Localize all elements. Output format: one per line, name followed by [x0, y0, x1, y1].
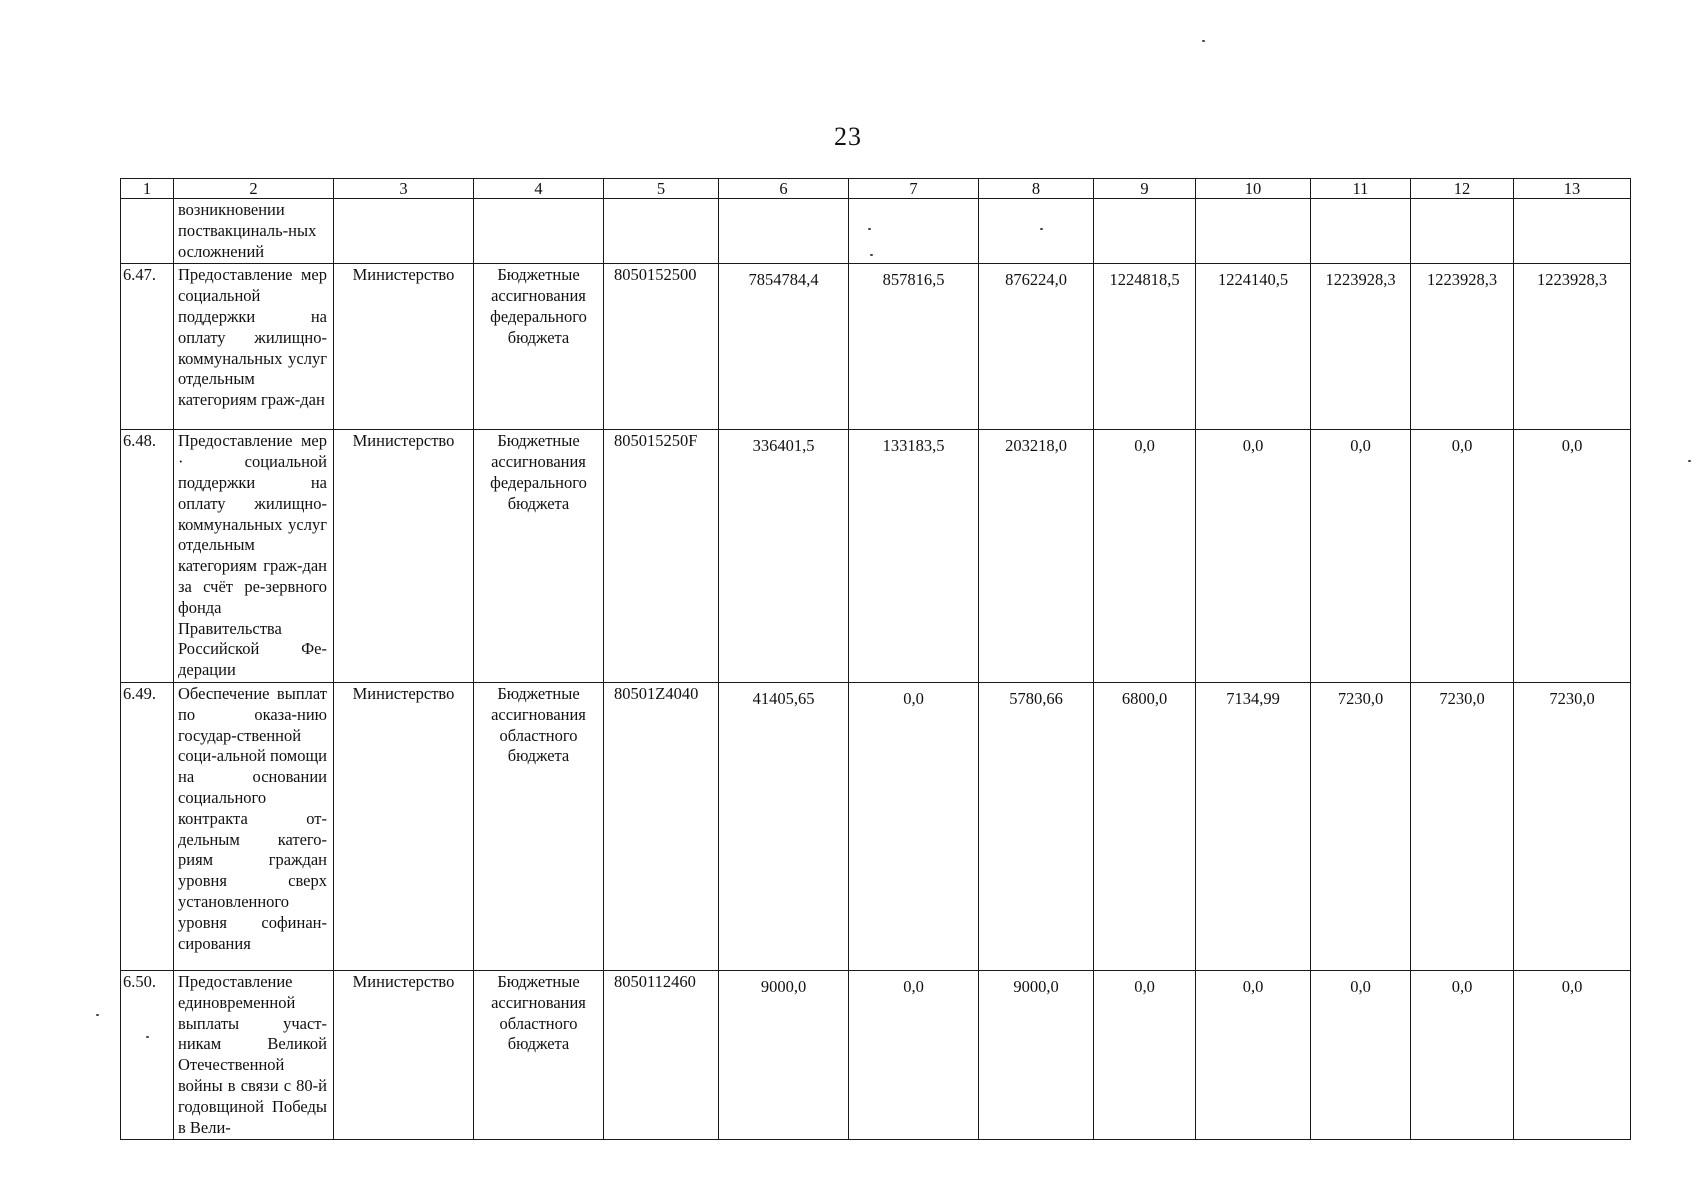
- value-cell: 0,0: [1094, 430, 1196, 683]
- scan-speck: [1688, 460, 1691, 462]
- column-header: 9: [1094, 179, 1196, 199]
- value-cell: 9000,0: [719, 970, 849, 1139]
- measure-name: Предоставление мер · социальной поддержки на оплату жилищно-коммунальных услуг отдельным категориям граж-дан за счёт ре-зервного фонда Правительства Российской Фе-дерации: [174, 430, 334, 683]
- value-cell: 7854784,4: [719, 264, 849, 430]
- funding-source: Бюджетные ассигнования областного бюджета: [474, 682, 604, 970]
- value-cell: 336401,5: [719, 430, 849, 683]
- value-cell: 1223928,3: [1514, 264, 1631, 430]
- row-number: 6.48.: [121, 430, 174, 683]
- column-header: 7: [849, 179, 979, 199]
- value-cell: 0,0: [1196, 430, 1311, 683]
- budget-code: 8050112460: [604, 970, 719, 1139]
- budget-code: 80501Z4040: [604, 682, 719, 970]
- table-row: [121, 682, 1631, 970]
- value-cell: 857816,5: [849, 264, 979, 430]
- column-header: 3: [334, 179, 474, 199]
- value-cell: 0,0: [1311, 970, 1411, 1139]
- value-cell: 0,0: [1514, 430, 1631, 683]
- budget-table: [120, 178, 1631, 1140]
- scan-speck: [1040, 228, 1043, 230]
- scan-speck: [1202, 40, 1205, 42]
- table-row: [121, 264, 1631, 430]
- value-cell: 41405,65: [719, 682, 849, 970]
- column-header: 1: [121, 179, 174, 199]
- measure-name: Обеспечение выплат по оказа-нию государ-ственной соци-альной помощи на основании социального контракта от-дельным катего-риям граждан уровня сверх установленного уровня софинан-сирования: [174, 682, 334, 970]
- row-number: 6.49.: [121, 682, 174, 970]
- funding-source: Бюджетные ассигнования областного бюджета: [474, 970, 604, 1139]
- scan-speck: [96, 1014, 99, 1016]
- executor: Министерство: [334, 264, 474, 430]
- column-header: 13: [1514, 179, 1631, 199]
- value-cell: 0,0: [1196, 970, 1311, 1139]
- column-header: 10: [1196, 179, 1311, 199]
- table-row: [121, 430, 1631, 683]
- value-cell: 0,0: [849, 682, 979, 970]
- column-header: 11: [1311, 179, 1411, 199]
- scan-speck: [146, 1036, 149, 1038]
- budget-code: 805015250F: [604, 430, 719, 683]
- row-number: 6.47.: [121, 264, 174, 430]
- funding-source: Бюджетные ассигнования федерального бюджета: [474, 430, 604, 683]
- value-cell: 0,0: [1411, 430, 1514, 683]
- column-header: 8: [979, 179, 1094, 199]
- value-cell: 1223928,3: [1411, 264, 1514, 430]
- scan-speck: [868, 228, 871, 230]
- value-cell: 0,0: [1411, 970, 1514, 1139]
- value-cell: 9000,0: [979, 970, 1094, 1139]
- value-cell: 133183,5: [849, 430, 979, 683]
- table-row: [121, 970, 1631, 1139]
- value-cell: 1224818,5: [1094, 264, 1196, 430]
- budget-code: 8050152500: [604, 264, 719, 430]
- executor: Министерство: [334, 682, 474, 970]
- column-header: 2: [174, 179, 334, 199]
- executor: Министерство: [334, 430, 474, 683]
- value-cell: 7230,0: [1311, 682, 1411, 970]
- column-header: 6: [719, 179, 849, 199]
- funding-source: Бюджетные ассигнования федерального бюджета: [474, 264, 604, 430]
- value-cell: 0,0: [1311, 430, 1411, 683]
- continuation-row: [121, 199, 1631, 264]
- column-header: 4: [474, 179, 604, 199]
- executor: Министерство: [334, 970, 474, 1139]
- value-cell: 7230,0: [1514, 682, 1631, 970]
- value-cell: 1223928,3: [1311, 264, 1411, 430]
- value-cell: 876224,0: [979, 264, 1094, 430]
- value-cell: 5780,66: [979, 682, 1094, 970]
- measure-name: Предоставление единовременной выплаты участ-никам Великой Отечественной войны в связи с 80-й годовщиной Победы в Вели-: [174, 970, 334, 1139]
- page-number: 23: [834, 122, 862, 151]
- value-cell: 1224140,5: [1196, 264, 1311, 430]
- value-cell: 7230,0: [1411, 682, 1514, 970]
- value-cell: 203218,0: [979, 430, 1094, 683]
- value-cell: 0,0: [1514, 970, 1631, 1139]
- value-cell: 0,0: [849, 970, 979, 1139]
- value-cell: 7134,99: [1196, 682, 1311, 970]
- value-cell: 0,0: [1094, 970, 1196, 1139]
- row-number: 6.50.: [121, 970, 174, 1139]
- column-header: 5: [604, 179, 719, 199]
- column-number-row: [121, 179, 1631, 199]
- scan-speck: [870, 254, 873, 256]
- continuation-text: возникновении поствакциналь-ных осложнений: [174, 199, 334, 264]
- measure-name: Предоставление мер социальной поддержки на оплату жилищно-коммунальных услуг отдельным категориям граж-дан: [174, 264, 334, 430]
- column-header: 12: [1411, 179, 1514, 199]
- value-cell: 6800,0: [1094, 682, 1196, 970]
